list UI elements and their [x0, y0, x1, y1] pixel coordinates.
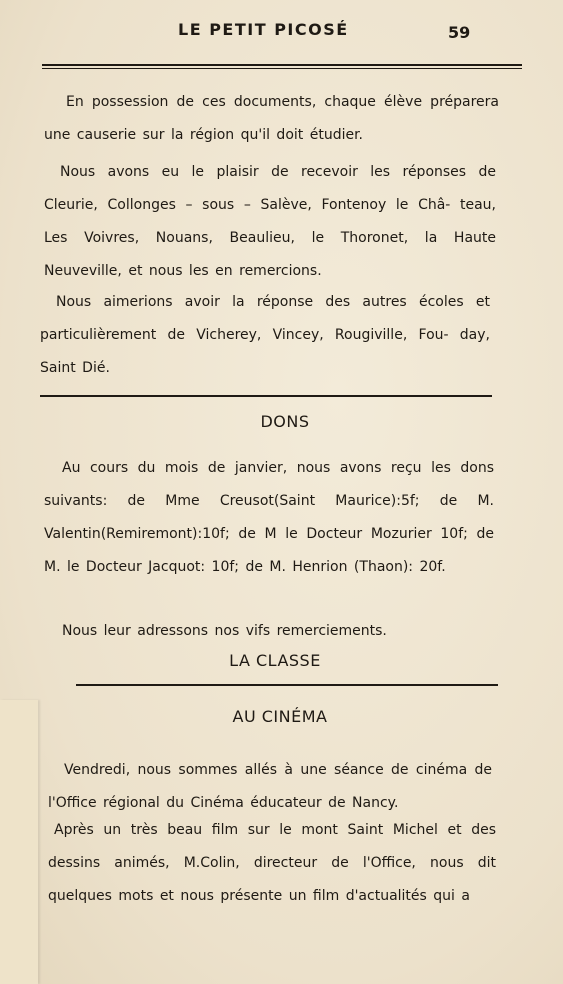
publication-title: LE PETIT PICOSÉ: [178, 20, 349, 39]
paragraph-other-schools: Nous aimerions avoir la réponse des autres écoles et particulièrement de Vicherey, Vincey, Rougiville, Fou- day, Saint Dié.: [40, 294, 490, 376]
section-rule-classe: [76, 684, 498, 686]
paragraph-documents: En possession de ces documents, chaque élève préparera une causerie sur la région qu'il doit étudier.: [44, 94, 499, 143]
paragraph-cinema: Vendredi, nous sommes allés à une séance de cinéma de l'Office régional du Cinéma éducateur de Nancy.: [48, 762, 492, 811]
page-header: [40, 18, 530, 48]
paragraph-thanks: Nous leur adressons nos vifs remerciements.: [62, 623, 387, 639]
heading-au-cinema: AU CINÉMA: [232, 707, 328, 726]
page-number: 59: [448, 23, 471, 42]
paragraph-responses: Nous avons eu le plaisir de recevoir les réponses de Cleurie, Collonges – sous – Salève, Fontenoy le Châ- teau, Les Voivres, Nouans, Beaulieu, le Thoronet, la Haute Neuveville, et nous les en remercions.: [44, 164, 496, 279]
paragraph-dons: Au cours du mois de janvier, nous avons reçu les dons suivants: de Mme Creusot(Saint Maurice):5f; de M. Valentin(Remiremont):10f; de M le Docteur Mozurier 10f; de M. le Docteur Jacquot: 10f; de M. Henrion (Thaon): 20f.: [44, 460, 494, 575]
heading-la-classe: LA CLASSE: [229, 651, 321, 670]
torn-page-edge: [0, 700, 38, 984]
section-rule-dons: [40, 395, 492, 397]
heading-dons: DONS: [260, 412, 310, 431]
paragraph-film: Après un très beau film sur le mont Saint Michel et des dessins animés, M.Colin, directeur de l'Office, nous dit quelques mots et nous présente un film d'actualités qui a: [48, 822, 496, 904]
header-rule: [42, 64, 522, 69]
